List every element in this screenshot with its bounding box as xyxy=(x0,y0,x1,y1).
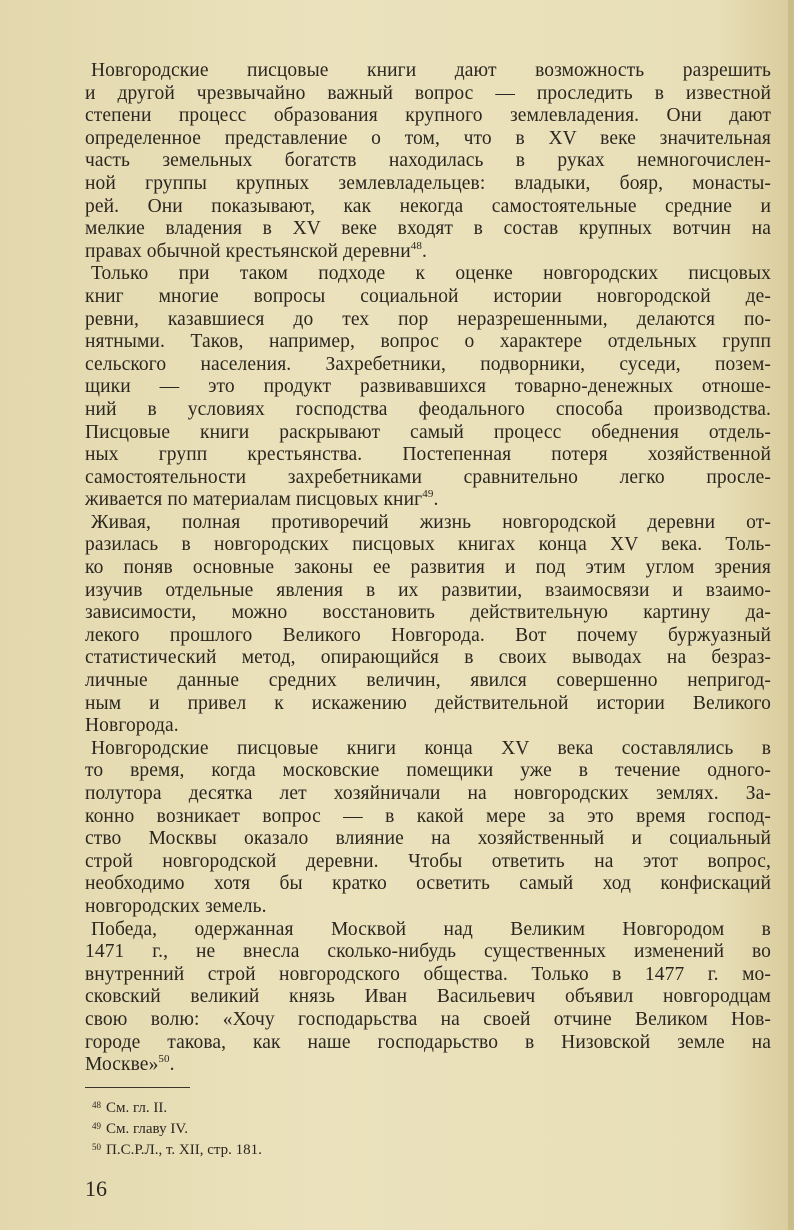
line-text: лекого прошлого Великого Новгорода. Вот почему буржуазный xyxy=(85,624,771,646)
footnote-text: См. гл. II. xyxy=(106,1100,168,1116)
line-text: Москве» xyxy=(85,1054,159,1076)
line-text: самостоятельности захребетниками сравнительно легко просле- xyxy=(85,466,771,488)
text-line xyxy=(85,83,771,106)
footnote xyxy=(92,1117,262,1138)
footnote-text: См. главу IV. xyxy=(106,1121,188,1137)
line-text: сельского населения. Захребетники, подворники, суседи, позем- xyxy=(85,353,771,375)
line-text: и другой чрезвычайно важный вопрос — проследить в известной xyxy=(85,82,771,104)
text-line xyxy=(85,1032,771,1055)
line-text: правах обычной крестьянской деревни xyxy=(85,240,411,262)
line-text: мелкие владения в XV веке входят в состав крупных вотчин на xyxy=(85,218,771,240)
line-text: щики — это продукт развивавшихся товарно-денежных отноше- xyxy=(85,376,771,398)
text-line xyxy=(85,309,771,332)
line-text: ным и привел к искажению действительной истории Великого xyxy=(85,692,771,714)
text-line xyxy=(85,625,771,648)
line-text: Новгорода. xyxy=(85,715,179,737)
footnote-number: 50 xyxy=(92,1142,101,1152)
footnote-number: 48 xyxy=(92,1100,101,1110)
paragraph xyxy=(85,738,771,919)
line-text: необходимо хотя бы кратко осветить самый ход конфискаций xyxy=(85,873,771,895)
text-line xyxy=(85,354,771,377)
text-line xyxy=(85,851,771,874)
line-text: ревни, казавшиеся до тех пор неразрешенными, делаются по- xyxy=(85,308,771,330)
text-line xyxy=(85,150,771,173)
text-line xyxy=(85,218,771,241)
line-text: ство Москвы оказало влияние на хозяйственный и социальный xyxy=(85,828,771,850)
footnote-ref: 48 xyxy=(410,239,422,252)
text-line xyxy=(85,941,771,964)
line-text: ных групп крестьянства. Постепенная потеря хозяйственной xyxy=(85,444,771,466)
text-line xyxy=(85,602,771,625)
text-line xyxy=(85,444,771,467)
line-text: рей. Они показывают, как некогда самостоятельные средние и xyxy=(85,195,771,217)
text-line xyxy=(85,806,771,829)
text-line xyxy=(85,919,771,942)
paragraph xyxy=(85,60,771,263)
line-text: степени процесс образования крупного землевладения. Они дают xyxy=(85,105,771,127)
footnotes xyxy=(92,1096,262,1159)
line-text: конно возникает вопрос — в какой мере за это время господ- xyxy=(85,805,771,827)
text-line xyxy=(85,783,771,806)
line-text: то время, когда московские помещики уже в течение одного- xyxy=(85,760,771,782)
paragraph xyxy=(85,263,771,512)
footnote-divider xyxy=(85,1087,190,1088)
text-line xyxy=(85,489,771,512)
line-text: сковский великий князь Иван Васильевич объявил новгородцам xyxy=(85,986,771,1008)
text-line xyxy=(85,896,771,919)
line-text: городе такова, как наше господарьство в Низовской земле на xyxy=(85,1031,771,1053)
paragraph xyxy=(85,512,771,738)
line-text: Победа, одержанная Москвой над Великим Новгородом в xyxy=(91,918,771,940)
line-text: личные данные средних величин, явился совершенно непригод- xyxy=(85,670,771,692)
line-text: изучив отдельные явления в их развитии, взаимосвязи и взаимо- xyxy=(85,579,771,601)
text-line xyxy=(85,760,771,783)
text-line xyxy=(85,647,771,670)
line-text-after: . xyxy=(169,1054,175,1076)
line-text: часть земельных богатств находилась в руках немногочислен- xyxy=(85,150,771,172)
line-text: строй новгородской деревни. Чтобы ответить на этот вопрос, xyxy=(85,850,771,872)
line-text: 1471 г., не внесла сколько-нибудь существенных изменений во xyxy=(85,941,771,963)
text-line xyxy=(85,693,771,716)
page-number: 16 xyxy=(85,1176,107,1201)
text-line xyxy=(85,422,771,445)
text-line xyxy=(85,173,771,196)
line-text: Писцовые книги раскрывают самый процесс обеднения отдель- xyxy=(85,421,771,443)
line-text: определенное представление о том, что в XV веке значительная xyxy=(85,127,771,149)
line-text: разилась в новгородских писцовых книгах конца XV века. Толь- xyxy=(85,534,771,556)
paragraph xyxy=(85,919,771,1077)
text-line xyxy=(85,128,771,151)
footnote xyxy=(92,1138,262,1159)
line-text: живается по материалам писцовых книг xyxy=(85,489,423,511)
text-line xyxy=(85,512,771,535)
footnote-ref: 50 xyxy=(158,1053,170,1066)
line-text: Новгородские писцовые книги конца XV века составлялись в xyxy=(91,737,771,759)
text-line xyxy=(85,986,771,1009)
footnote-text: П.С.Р.Л., т. XII, стр. 181. xyxy=(106,1142,262,1158)
text-line xyxy=(85,557,771,580)
text-line xyxy=(85,399,771,422)
footnote xyxy=(92,1096,262,1117)
text-line xyxy=(85,534,771,557)
text-line xyxy=(85,331,771,354)
line-text: новгородских земель. xyxy=(85,895,267,917)
text-line xyxy=(85,376,771,399)
page-edge xyxy=(788,0,794,1230)
line-text: зависимости, можно восстановить действительную картину да- xyxy=(85,602,771,624)
text-line xyxy=(85,670,771,693)
text-line xyxy=(85,873,771,896)
line-text: Только при таком подходе к оценке новгородских писцовых xyxy=(91,263,771,285)
text-line xyxy=(85,580,771,603)
text-line xyxy=(85,828,771,851)
line-text: статистический метод, опирающийся в своих выводах на безраз- xyxy=(85,647,771,669)
line-text: Живая, полная противоречий жизнь новгородской деревни от- xyxy=(91,511,771,533)
text-line xyxy=(85,263,771,286)
text-line xyxy=(85,738,771,761)
line-text-after: . xyxy=(433,489,439,511)
footnote-ref: 49 xyxy=(422,488,434,501)
text-line xyxy=(85,1054,771,1077)
line-text: книг многие вопросы социальной истории новгородской де- xyxy=(85,285,771,307)
line-text-after: . xyxy=(421,240,427,262)
line-text: ной группы крупных землевладельцев: владыки, бояр, монасты- xyxy=(85,172,771,194)
line-text: свою волю: «Хочу господарьства на своей отчине Великом Нов- xyxy=(85,1008,771,1030)
line-text: ко поняв основные законы ее развития и под этим углом зрения xyxy=(85,557,771,579)
text-line xyxy=(85,241,771,264)
body-text xyxy=(85,60,771,1077)
text-line xyxy=(85,715,771,738)
text-line xyxy=(85,467,771,490)
line-text: внутренний строй новгородского общества. Только в 1477 г. мо- xyxy=(85,963,771,985)
text-line xyxy=(85,60,771,83)
text-line xyxy=(85,964,771,987)
line-text: полутора десятка лет хозяйничали на новгородских землях. За- xyxy=(85,783,771,804)
line-text: нятными. Таков, например, вопрос о характере отдельных групп xyxy=(85,331,771,353)
text-line xyxy=(85,196,771,219)
line-text: ний в условиях господства феодального способа производства. xyxy=(85,398,771,420)
text-line xyxy=(85,105,771,128)
text-line xyxy=(85,1009,771,1032)
footnote-number: 49 xyxy=(92,1121,101,1131)
line-text: Новгородские писцовые книги дают возможность разрешить xyxy=(91,60,771,81)
text-line xyxy=(85,286,771,309)
